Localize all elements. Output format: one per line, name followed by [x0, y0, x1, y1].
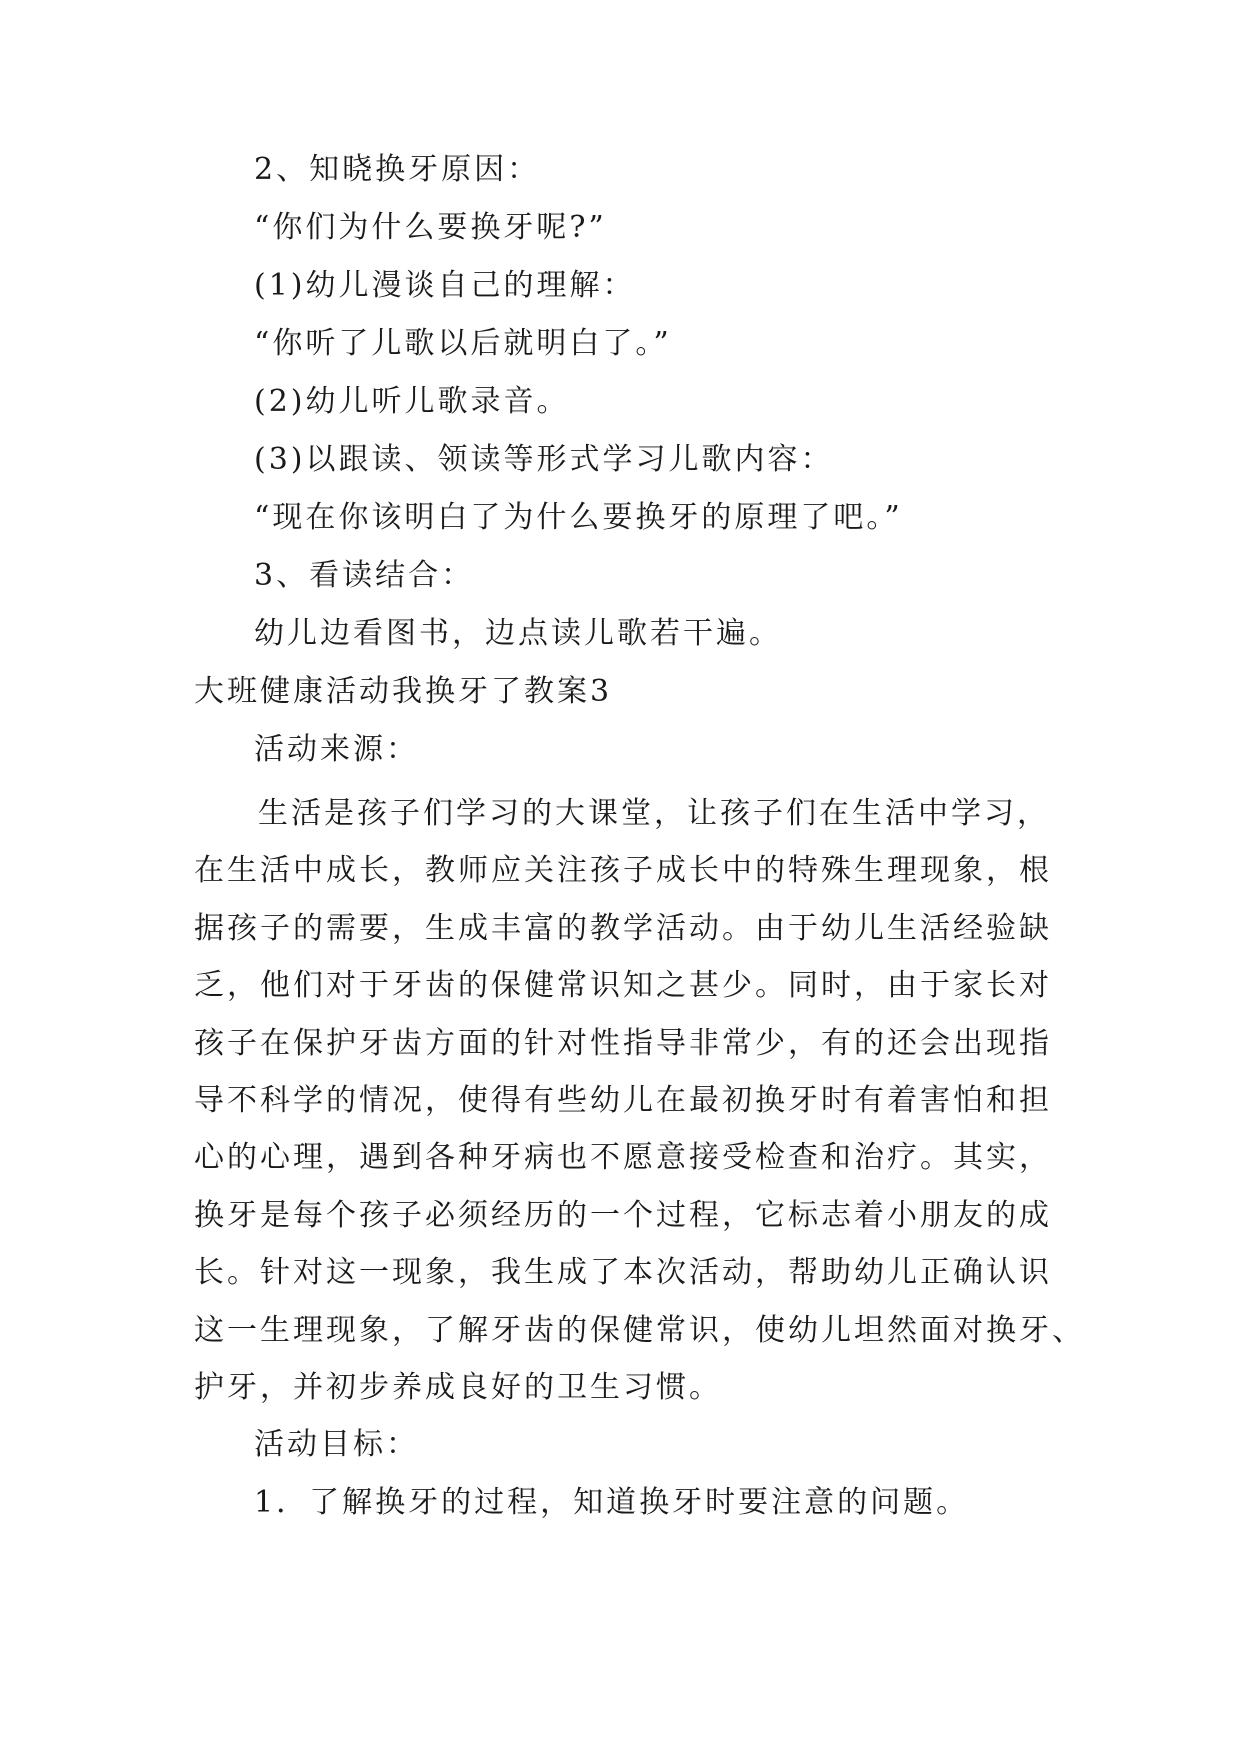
paragraph-line: 这一生理现象，了解牙齿的保健常识，使幼儿坦然面对换牙、 [194, 1312, 1085, 1348]
paragraph-line: 换牙是每个孩子必须经历的一个过程，它标志着小朋友的成 [194, 1197, 1052, 1233]
paragraph-line: 据孩子的需要，生成丰富的教学活动。由于幼儿生活经验缺 [194, 910, 1052, 946]
goal-item-1: 1．了解换牙的过程，知道换牙时要注意的问题。 [254, 1485, 970, 1520]
paragraph-line: 孩子在保护牙齿方面的针对性指导非常少，有的还会出现指 [194, 1025, 1052, 1061]
step-2-heading: 2、知晓换牙原因： [254, 152, 541, 187]
step-3-heading: 3、看读结合： [254, 558, 475, 593]
source-heading: 活动来源： [254, 732, 419, 767]
section-title: 大班健康活动我换牙了教案3 [194, 674, 613, 709]
source-paragraph [194, 785, 1085, 1416]
step-3-text: 幼儿边看图书，边点读儿歌若干遍。 [254, 616, 782, 651]
paragraph-line: 心的心理，遇到各种牙病也不愿意接受检查和治疗。其实， [194, 1140, 1052, 1176]
goals-heading: 活动目标： [254, 1427, 419, 1462]
teacher-question: “你们为什么要换牙呢?” [254, 210, 607, 245]
teacher-quote: “你听了儿歌以后就明白了。” [254, 326, 672, 361]
paragraph-line: 生活是孩子们学习的大课堂，让孩子们在生活中学习， [258, 796, 1050, 831]
paragraph-line: 护牙，并初步养成良好的卫生习惯。 [194, 1370, 722, 1406]
paragraph-line: 导不科学的情况，使得有些幼儿在最初换牙时有着害怕和担 [194, 1083, 1052, 1119]
step-2-2: (2)幼儿听儿歌录音。 [254, 384, 570, 419]
step-2-3: (3)以跟读、领读等形式学习儿歌内容： [254, 442, 834, 477]
paragraph-line: 长。针对这一现象，我生成了本次活动，帮助幼儿正确认识 [194, 1255, 1052, 1291]
step-2-1: (1)幼儿漫谈自己的理解： [254, 268, 636, 303]
teacher-summary: “现在你该明白了为什么要换牙的原理了吧。” [254, 500, 903, 535]
paragraph-line: 在生活中成长，教师应关注孩子成长中的特殊生理现象，根 [194, 853, 1052, 889]
paragraph-line: 乏，他们对于牙齿的保健常识知之甚少。同时，由于家长对 [194, 968, 1052, 1004]
